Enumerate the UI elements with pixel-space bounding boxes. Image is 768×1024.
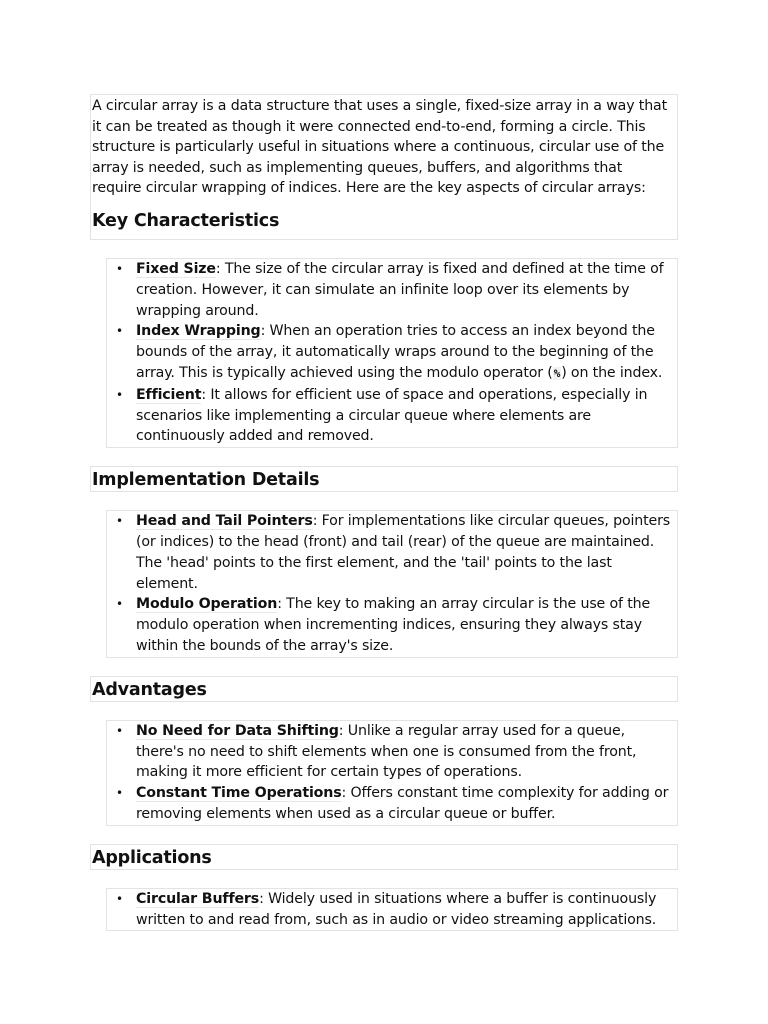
bullet-icon: • — [116, 387, 123, 402]
section-heading-advantages: Advantages — [92, 679, 207, 700]
list-item-term: Head and Tail Pointers — [136, 513, 313, 530]
list-item-term: Index Wrapping — [136, 323, 261, 340]
advantages-heading-block — [90, 676, 678, 702]
applications-list — [106, 888, 678, 932]
list-item — [116, 594, 677, 656]
implementation-heading-block — [90, 466, 678, 492]
intro-block — [90, 94, 678, 240]
bullet-icon: • — [116, 723, 123, 738]
intro-paragraph: A circular array is a data structure that uses a single, fixed-size array in a way that it can be treated as though it were connected end-to-end, forming a circle. This structure is particularly useful in situations where a continuous, circular use of the array is needed, such as implementing queues, buffers, and algorithms that require circular wrapping of indices. Here are the key aspects of circular arrays: — [92, 98, 668, 197]
bullet-icon: • — [116, 891, 123, 906]
bullet-icon: • — [116, 786, 123, 801]
list-item-term: Constant Time Operations — [136, 785, 342, 802]
list-item-text: : When an operation tries to access an index beyond the bounds of the array, it automatically wraps around to the beginning of the array. This is typically achieved using the modulo operator ( — [136, 323, 655, 381]
list-item-text: : Widely used in situations where a buffer is continuously written to and read from, such as in audio or video streaming applications. — [136, 890, 657, 928]
advantages-list — [106, 720, 678, 826]
list-item — [116, 259, 677, 321]
list-item — [116, 511, 677, 594]
list-item-text: : For implementations like circular queues, pointers (or indices) to the head (front) and tail (rear) of the queue are maintained. The 'head' points to the first element, and the 'tail' points to the last element. — [136, 513, 671, 592]
list-item-term: Fixed Size — [136, 260, 216, 277]
list-item — [116, 889, 677, 931]
list-item-term: No Need for Data Shifting — [136, 722, 339, 739]
applications-heading-block — [90, 844, 678, 870]
bullet-icon: • — [116, 261, 123, 276]
list-item — [116, 385, 677, 447]
list-item-text: : The size of the circular array is fixed and defined at the time of creation. However, it can simulate an infinite loop over its elements by wrapping around. — [136, 260, 664, 319]
list-item — [116, 783, 677, 825]
list-item-text: : Offers constant time complexity for adding or removing elements when used as a circular queue or buffer. — [136, 785, 669, 822]
section-heading-implementation-details: Implementation Details — [92, 470, 320, 491]
list-item — [116, 321, 677, 384]
list-item-text: : The key to making an array circular is the use of the modulo operation when incrementing indices, ensuring they always stay within the bounds of the array's size. — [136, 596, 651, 654]
document-page — [90, 94, 678, 931]
bullet-icon: • — [116, 597, 123, 612]
implementation-details-list — [106, 510, 678, 658]
list-item-term: Modulo Operation — [136, 596, 278, 613]
list-item-text-after: ) on the index. — [561, 364, 663, 381]
list-item — [116, 721, 677, 783]
key-characteristics-list — [106, 258, 678, 448]
list-item-term: Circular Buffers — [136, 890, 260, 907]
list-item-text: : It allows for efficient use of space and operations, especially in scenarios like implementing a circular queue where elements are continuously added and removed. — [136, 386, 648, 445]
section-heading-key-characteristics: Key Characteristics — [92, 210, 280, 231]
section-heading-applications: Applications — [92, 847, 212, 868]
list-item-term: Efficient — [136, 386, 202, 403]
bullet-icon: • — [116, 514, 123, 529]
inline-code: % — [553, 366, 561, 380]
list-item-text: : Unlike a regular array used for a queue, there's no need to shift elements when one is consumed from the front, making it more efficient for certain types of operations. — [136, 722, 637, 781]
bullet-icon: • — [116, 324, 123, 339]
